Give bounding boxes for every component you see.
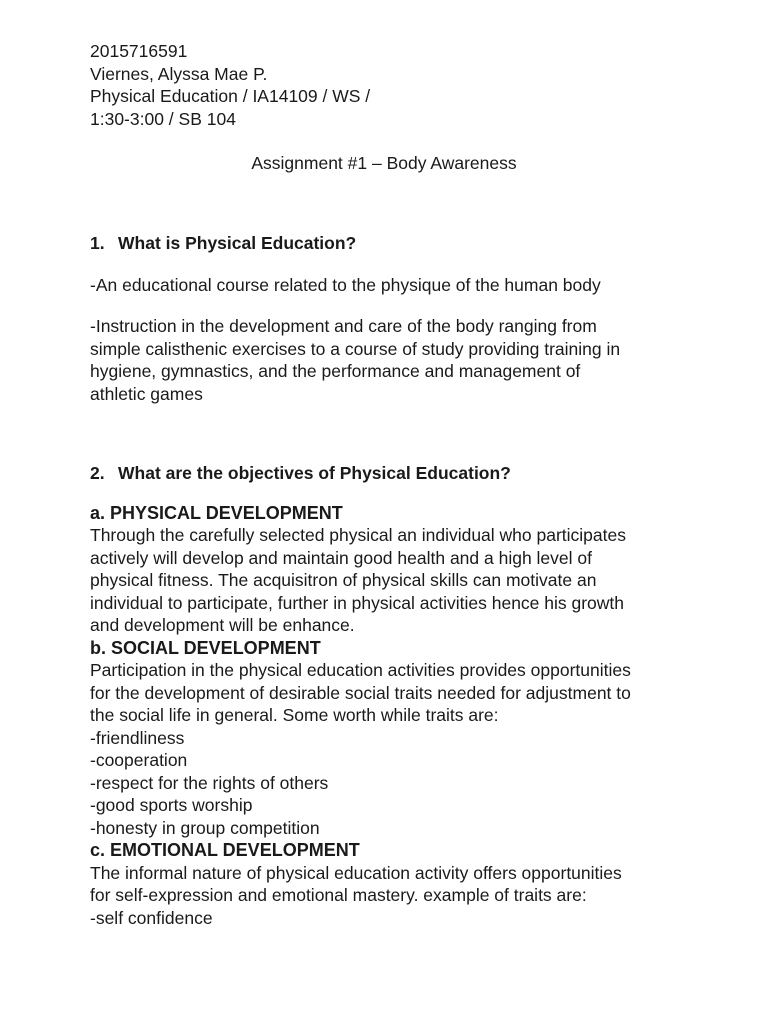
- text-line: for self-expression and emotional mastery. example of traits are:: [90, 885, 587, 905]
- text-line: physical fitness. The acquisitron of physical skills can motivate an: [90, 570, 597, 590]
- text-line: and development will be enhance.: [90, 615, 355, 635]
- text-line: the social life in general. Some worth while traits are:: [90, 705, 499, 725]
- assignment-title: Assignment #1 – Body Awareness: [251, 153, 517, 173]
- student-name: Viernes, Alyssa Mae P.: [90, 63, 268, 84]
- student-id: 2015716591: [90, 41, 188, 61]
- student-header: [90, 40, 370, 130]
- question-text: What is Physical Education?: [118, 233, 357, 253]
- answer-1a: -An educational course related to the physique of the human body: [90, 274, 601, 295]
- question-2: [90, 462, 690, 485]
- course-line: Physical Education / IA14109 / WS /: [90, 86, 371, 106]
- section-emotional-body: [90, 862, 690, 930]
- text-line: for the development of desirable social traits needed for adjustment to: [90, 682, 631, 703]
- list-item: -self confidence: [90, 907, 213, 928]
- list-item: -friendliness: [90, 727, 185, 748]
- list-item: -cooperation: [90, 750, 188, 770]
- text-line: actively will develop and maintain good health and a high level of: [90, 547, 592, 568]
- answer-1b: [90, 315, 690, 405]
- text-line: individual to participate, further in physical activities hence his growth: [90, 592, 625, 613]
- question-number: 2.: [90, 463, 105, 483]
- list-item: -respect for the rights of others: [90, 772, 329, 793]
- text-line: simple calisthenic exercises to a course of study providing training in: [90, 338, 621, 359]
- text-line: The informal nature of physical education activity offers opportunities: [90, 862, 622, 883]
- section-heading-physical: a. PHYSICAL DEVELOPMENT: [90, 502, 343, 523]
- section-heading-social: b. SOCIAL DEVELOPMENT: [90, 637, 321, 658]
- list-item: -honesty in group competition: [90, 817, 320, 838]
- document-body: [90, 232, 690, 929]
- text-line: athletic games: [90, 383, 203, 404]
- question-1: [90, 232, 690, 255]
- section-physical-body: [90, 524, 690, 637]
- text-line: hygiene, gymnastics, and the performance and management of: [90, 361, 581, 381]
- text-line: -Instruction in the development and care of the body ranging from: [90, 316, 597, 336]
- section-heading-emotional: c. EMOTIONAL DEVELOPMENT: [90, 840, 360, 860]
- text-line: Through the carefully selected physical an individual who participates: [90, 525, 626, 545]
- text-line: Participation in the physical education activities provides opportunities: [90, 660, 631, 680]
- question-text: What are the objectives of Physical Education?: [118, 463, 511, 483]
- list-item: -good sports worship: [90, 795, 253, 815]
- question-number: 1.: [90, 233, 105, 253]
- section-social-body: [90, 659, 690, 839]
- schedule-line: 1:30-3:00 / SB 104: [90, 108, 236, 129]
